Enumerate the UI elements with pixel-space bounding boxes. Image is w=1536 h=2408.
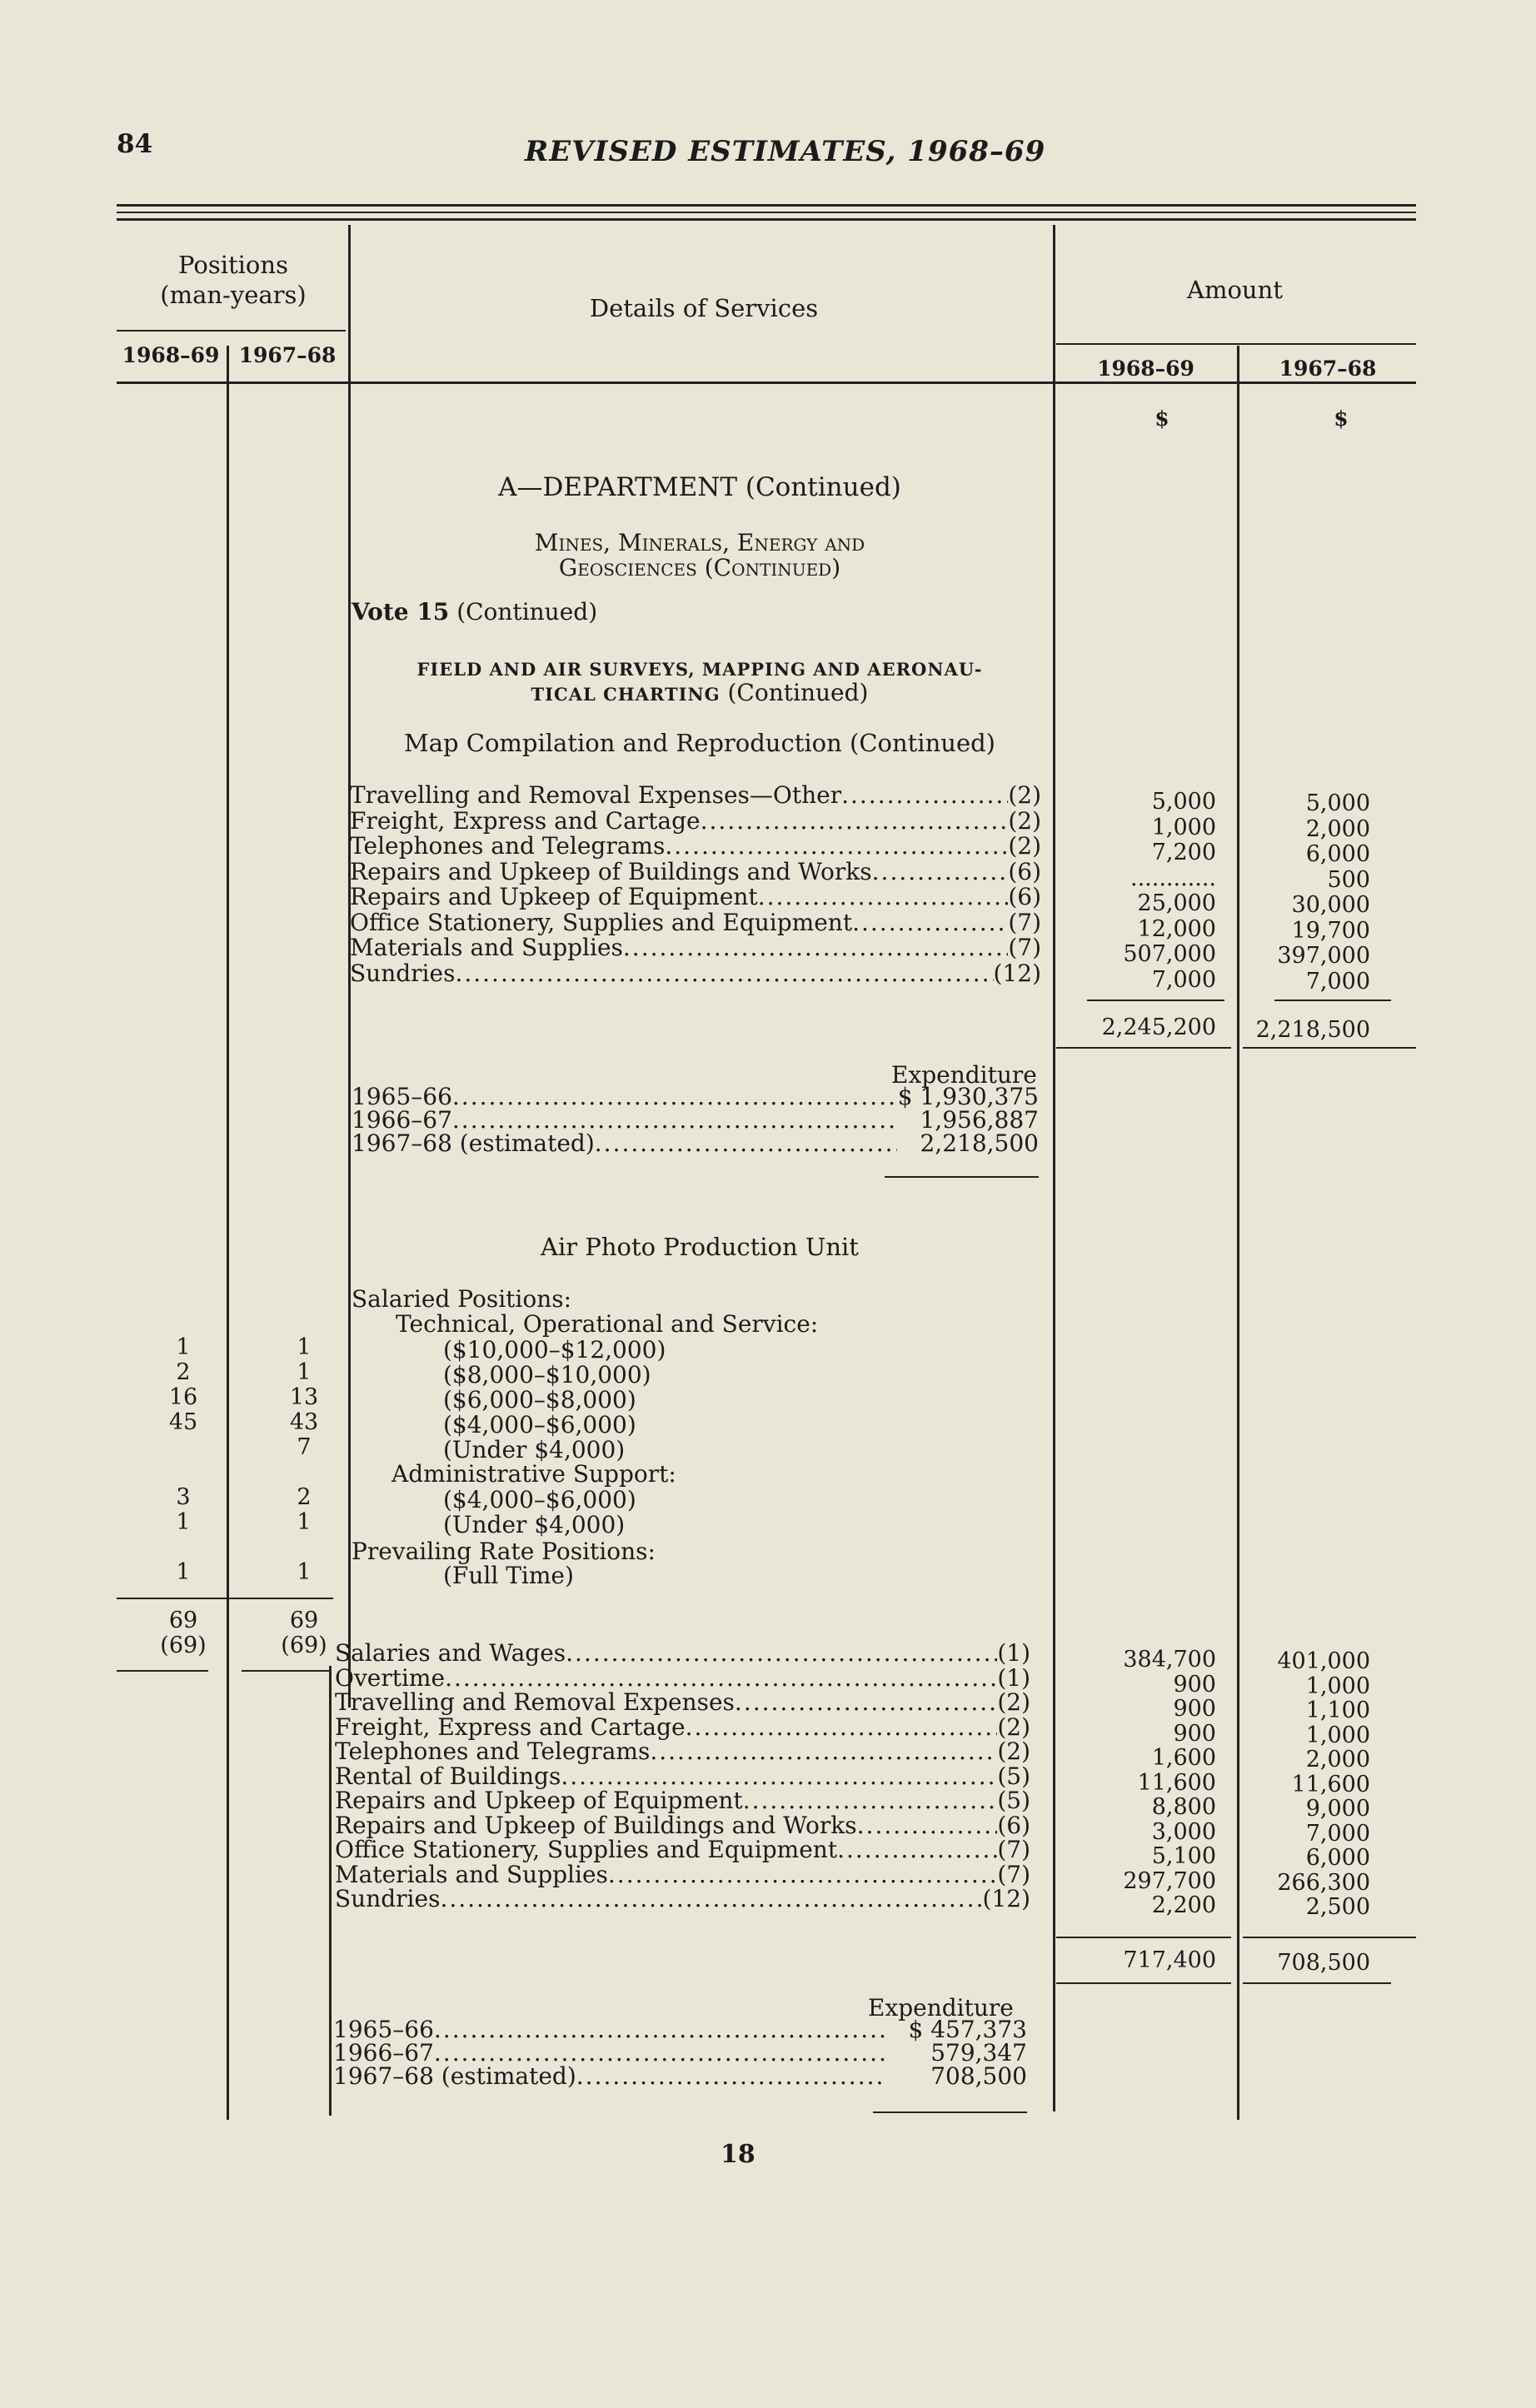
line-item: [350, 910, 1041, 935]
leader-dots: [841, 783, 1008, 808]
air-total-1968: 717,400: [1123, 1947, 1216, 1973]
expenditure-year: 1967–68 (estimated): [333, 2062, 576, 2090]
pos-col-1968-69: 1968–69: [122, 343, 220, 367]
line-item-label: Office Stationery, Supplies and Equipment: [335, 1836, 838, 1863]
line-item: [335, 1887, 1030, 1912]
department-heading: A—DEPARTMENT (Continued): [498, 472, 901, 502]
line-item-1967-68: 30,000: [1291, 892, 1370, 918]
vrule-amount-mid: [1237, 346, 1239, 2120]
air-photo-heading: Air Photo Production Unit: [541, 1233, 859, 1261]
line-item: [335, 1739, 1030, 1764]
line-item-label: Overtime: [335, 1663, 446, 1692]
line-item-label: Salaries and Wages: [335, 1639, 566, 1667]
line-item-label: Freight, Express and Cartage: [335, 1713, 686, 1741]
line-item-ref: (12): [982, 1885, 1030, 1912]
line-item-1967-68: 1,000: [1305, 1673, 1370, 1699]
position-count-1968-69: 45: [168, 1409, 198, 1435]
leader-dots: [608, 1862, 997, 1887]
field-heading-1-text: FIELD AND AIR SURVEYS, MAPPING AND AERONAU-: [416, 659, 983, 680]
line-item-ref: (2): [1008, 832, 1041, 860]
details-heading: Details of Services: [589, 294, 819, 322]
line-item-1967-68: 11,600: [1291, 1771, 1370, 1797]
leader-dots: [595, 1131, 897, 1156]
line-item: [335, 1862, 1030, 1887]
footer-page-number: 18: [721, 2140, 756, 2169]
line-item-1968-69: 2,200: [1151, 1892, 1216, 1918]
line-item-1967-68: 2,000: [1305, 1747, 1370, 1772]
line-item-ref: (2): [997, 1713, 1030, 1741]
full-time-pos-1967: 1: [297, 1559, 312, 1585]
air-total-1967: 708,500: [1277, 1950, 1370, 1976]
leader-dots: [701, 809, 1009, 834]
line-item-1967-68: 5,000: [1305, 790, 1370, 816]
positions-rule: [117, 330, 346, 332]
leader-dots: [440, 1887, 982, 1912]
line-item-label: Repairs and Upkeep of Buildings and Works: [350, 857, 872, 885]
map-subtotal-rule-68: [1087, 1000, 1224, 1001]
header-bottom-rule: [117, 381, 1416, 384]
leader-dots: [561, 1764, 997, 1789]
amount-heading: Amount: [1187, 276, 1283, 304]
salary-range-label: ($4,000–$6,000): [443, 1486, 636, 1513]
line-item-1967-68: 6,000: [1305, 1845, 1370, 1871]
line-item: [335, 1690, 1030, 1715]
leader-dots: [452, 1084, 897, 1109]
line-item-label: Freight, Express and Cartage: [350, 806, 701, 835]
line-item-1967-68: 1,000: [1305, 1722, 1370, 1748]
line-item: [350, 806, 1041, 835]
expenditure-value: $ 1,930,375: [897, 1083, 1039, 1110]
leader-dots: [743, 1788, 998, 1813]
salary-range-label: ($10,000–$12,000): [443, 1336, 666, 1364]
line-item: [335, 1715, 1030, 1740]
salary-range-label: (Under $4,000): [443, 1511, 626, 1538]
line-item-ref: (7): [997, 1860, 1030, 1888]
line-item-1967-68: 9,000: [1305, 1796, 1370, 1822]
line-item-ref: (6): [997, 1811, 1030, 1839]
line-item-label: Travelling and Removal Expenses—Other: [350, 781, 842, 809]
leader-dots: [434, 2017, 885, 2042]
leader-dots: [566, 1641, 997, 1666]
line-item-1967-68: 19,700: [1291, 917, 1370, 944]
map-exp-rule: [885, 1176, 1039, 1178]
line-item-1968-69: 1,600: [1151, 1745, 1216, 1771]
line-item-1967-68: 266,300: [1277, 1869, 1370, 1896]
line-item-1968-69: 5,000: [1151, 789, 1216, 815]
line-item-label: Rental of Buildings: [335, 1762, 561, 1790]
line-item-1967-68: 6,000: [1305, 841, 1370, 867]
line-item-label: Telephones and Telegrams: [335, 1737, 651, 1765]
expenditure-year: 1965–66: [352, 1083, 452, 1110]
expenditure-row: [333, 2017, 1027, 2042]
expenditure-year: 1965–66: [333, 2016, 434, 2043]
air-exp-rule: [873, 2111, 1027, 2113]
field-heading-2-text: TICAL CHARTING: [531, 684, 721, 705]
top-rule-3: [117, 218, 1416, 221]
map-expenditure-heading: Expenditure: [891, 1061, 1037, 1089]
position-count-1967-68: 1: [297, 1509, 312, 1535]
line-item-ref: (7): [1008, 908, 1041, 936]
position-count-1967-68: 1: [297, 1359, 312, 1385]
expenditure-value: 1,956,887: [920, 1106, 1039, 1134]
line-item-label: Sundries: [335, 1885, 441, 1912]
air-subtotal-rule-68: [1056, 1937, 1231, 1938]
line-item-1968-69: ............: [1130, 865, 1216, 891]
leader-dots: [455, 961, 993, 986]
leader-dots: [576, 2064, 885, 2089]
vrule-details-amount: [1053, 225, 1055, 2111]
expenditure-value: 2,218,500: [920, 1129, 1039, 1157]
technical-label: Technical, Operational and Service:: [396, 1310, 819, 1338]
line-item-ref: (6): [1008, 857, 1041, 885]
line-item-1967-68: 500: [1327, 866, 1370, 893]
line-item-label: Office Stationery, Supplies and Equipment: [350, 908, 853, 936]
position-count-1967-68: 2: [297, 1484, 312, 1510]
positions-heading: Positions (man-years): [160, 251, 307, 309]
dollar-sign-1968: $: [1154, 406, 1169, 431]
vrule-pos-details-bottom: [329, 1666, 332, 2116]
position-count-1968-69: 16: [168, 1384, 198, 1410]
air-total-rule-67: [1243, 1982, 1391, 1984]
air-subtotal-rule-67: [1243, 1937, 1416, 1938]
line-item-label: Sundries: [350, 959, 456, 987]
map-total-rule-67: [1243, 1047, 1416, 1049]
line-item-1968-69: 900: [1173, 1696, 1216, 1722]
field-heading-2-continued: (Continued): [720, 679, 869, 706]
total-pos-paren-1968: (69): [160, 1633, 207, 1658]
line-item-ref: (5): [997, 1762, 1030, 1790]
line-item: [350, 935, 1041, 960]
line-item-1968-69: 8,800: [1151, 1794, 1216, 1820]
line-item-ref: (7): [997, 1836, 1030, 1863]
line-item-ref: (2): [1008, 781, 1041, 809]
leader-dots: [686, 1715, 998, 1740]
air-total-rule-68: [1056, 1982, 1231, 1984]
line-item-1967-68: 7,000: [1305, 1820, 1370, 1847]
position-count-1968-69: 2: [176, 1359, 191, 1385]
positions-total-rule: [117, 1598, 333, 1599]
line-item-1968-69: 1,000: [1151, 814, 1216, 840]
full-time-pos-1968: 1: [176, 1559, 191, 1585]
line-item-1968-69: 900: [1173, 1671, 1216, 1698]
total-pos-1968: 69: [168, 1608, 198, 1633]
leader-dots: [650, 1739, 997, 1764]
line-item-1968-69: 384,700: [1123, 1647, 1216, 1673]
mines-heading-1: Mines, Minerals, Energy and: [534, 529, 865, 556]
vote-number: Vote 15: [352, 598, 450, 626]
line-item-label: Travelling and Removal Expenses: [335, 1688, 735, 1716]
expenditure-value: 708,500: [930, 2062, 1027, 2090]
field-heading-2: [350, 681, 1050, 707]
leader-dots: [445, 1666, 997, 1691]
salaried-positions-label: Salaried Positions:: [352, 1285, 572, 1313]
line-item: [335, 1663, 1030, 1692]
leader-dots: [623, 935, 1008, 960]
line-item: [350, 885, 1041, 910]
position-count-1967-68: 7: [297, 1434, 312, 1460]
line-item-ref: (2): [997, 1688, 1030, 1716]
map-compilation-heading: Map Compilation and Reproduction (Continued): [404, 729, 995, 757]
line-item: [350, 783, 1041, 808]
amt-col-1967-68: 1967–68: [1279, 356, 1377, 381]
position-count-1967-68: 43: [289, 1409, 319, 1435]
mines-heading-2: Geosciences (Continued): [558, 554, 841, 581]
salary-range-label: ($8,000–$10,000): [443, 1361, 651, 1388]
top-rule-2: [117, 212, 1416, 213]
leader-dots: [665, 834, 1008, 859]
line-item-label: Telephones and Telegrams: [350, 832, 666, 860]
expenditure-value: $ 457,373: [908, 2016, 1027, 2043]
line-item-ref: (2): [1008, 806, 1041, 835]
amount-rule: [1056, 343, 1416, 345]
top-rule-1: [117, 204, 1416, 207]
pos-col-1967-68: 1967–68: [238, 343, 337, 367]
leader-dots: [872, 860, 1009, 885]
line-item-1967-68: 7,000: [1305, 968, 1370, 995]
position-count-1968-69: 3: [176, 1484, 191, 1510]
expenditure-row: [333, 2064, 1027, 2089]
line-item-ref: (5): [997, 1787, 1030, 1814]
line-item-1968-69: 5,100: [1151, 1843, 1216, 1869]
line-item-1967-68: 397,000: [1277, 943, 1370, 969]
salary-range-label: ($4,000–$6,000): [443, 1411, 636, 1438]
line-item: [335, 1641, 1030, 1666]
line-item-ref: (6): [1008, 883, 1041, 910]
full-time-label: (Full Time): [443, 1562, 574, 1589]
total-pos-paren-1967: (69): [281, 1633, 327, 1658]
line-item-1968-69: 297,700: [1123, 1867, 1216, 1894]
running-title: REVISED ESTIMATES, 1968–69: [525, 135, 1046, 168]
line-item-1968-69: 11,600: [1137, 1769, 1216, 1796]
line-item-label: Repairs and Upkeep of Equipment: [335, 1787, 743, 1814]
line-item-1967-68: 401,000: [1277, 1648, 1370, 1674]
line-item-ref: (2): [997, 1737, 1030, 1765]
prevailing-label: Prevailing Rate Positions:: [352, 1538, 656, 1565]
position-count-1968-69: 1: [176, 1509, 191, 1535]
line-item: [350, 857, 1041, 885]
line-item: [335, 1813, 1030, 1838]
position-count-1968-69: 1: [176, 1334, 191, 1360]
leader-dots: [758, 885, 1009, 910]
leader-dots: [852, 910, 1008, 935]
expenditure-year: 1966–67: [333, 2039, 434, 2066]
map-total-rule-68: [1056, 1047, 1231, 1049]
map-subtotal-rule-67: [1274, 1000, 1391, 1001]
total-pos-1967: 69: [289, 1608, 319, 1633]
air-expenditure-heading: Expenditure: [868, 1994, 1014, 2022]
line-item-ref: (1): [997, 1663, 1030, 1692]
line-item-1967-68: 1,100: [1305, 1698, 1370, 1723]
position-count-1967-68: 13: [289, 1384, 319, 1410]
line-item-ref: (12): [993, 959, 1041, 987]
vote-heading: [352, 600, 597, 625]
line-item-1967-68: 2,500: [1305, 1894, 1370, 1920]
vote-continued: (Continued): [449, 598, 598, 626]
line-item-label: Materials and Supplies: [350, 934, 623, 961]
line-item-label: Repairs and Upkeep of Buildings and Works: [335, 1811, 857, 1839]
map-total-1968: 2,245,200: [1101, 1015, 1216, 1040]
line-item-label: Materials and Supplies: [335, 1860, 608, 1888]
line-item: [350, 961, 1041, 986]
line-item-1968-69: 7,200: [1151, 840, 1216, 865]
expenditure-year: 1967–68 (estimated): [352, 1129, 595, 1157]
line-item-label: Repairs and Upkeep of Equipment: [350, 883, 758, 910]
leader-dots: [735, 1690, 997, 1715]
position-count-1967-68: 1: [297, 1334, 312, 1360]
line-item-ref: (7): [1008, 934, 1041, 961]
vrule-pos-mid: [227, 346, 229, 2120]
amt-col-1968-69: 1968–69: [1097, 356, 1194, 381]
map-total-1967: 2,218,500: [1255, 1017, 1370, 1043]
line-item-1968-69: 507,000: [1123, 941, 1216, 967]
line-item-1968-69: 25,000: [1137, 890, 1216, 916]
positions-end-rule-1: [117, 1670, 208, 1672]
line-item-1967-68: 2,000: [1305, 815, 1370, 842]
salary-range-label: (Under $4,000): [443, 1436, 626, 1463]
salary-range-label: ($6,000–$8,000): [443, 1386, 636, 1413]
expenditure-value: 579,347: [930, 2039, 1027, 2066]
field-heading-1: [350, 656, 1050, 682]
line-item-1968-69: 900: [1173, 1720, 1216, 1747]
line-item: [350, 834, 1041, 859]
expenditure-row: [352, 1131, 1039, 1156]
line-item-ref: (1): [997, 1639, 1030, 1667]
line-item-1968-69: 3,000: [1151, 1818, 1216, 1845]
expenditure-year: 1966–67: [352, 1106, 452, 1134]
leader-dots: [837, 1837, 997, 1862]
line-item: [335, 1764, 1030, 1789]
dollar-sign-1967: $: [1334, 406, 1349, 431]
line-item: [335, 1837, 1030, 1862]
page-number: 84: [117, 129, 153, 159]
line-item-1968-69: 12,000: [1137, 915, 1216, 942]
line-item-1968-69: 7,000: [1151, 966, 1216, 993]
admin-support-label: Administrative Support:: [391, 1460, 676, 1488]
leader-dots: [857, 1813, 998, 1838]
positions-end-rule-2: [242, 1670, 329, 1672]
line-item: [335, 1788, 1030, 1813]
